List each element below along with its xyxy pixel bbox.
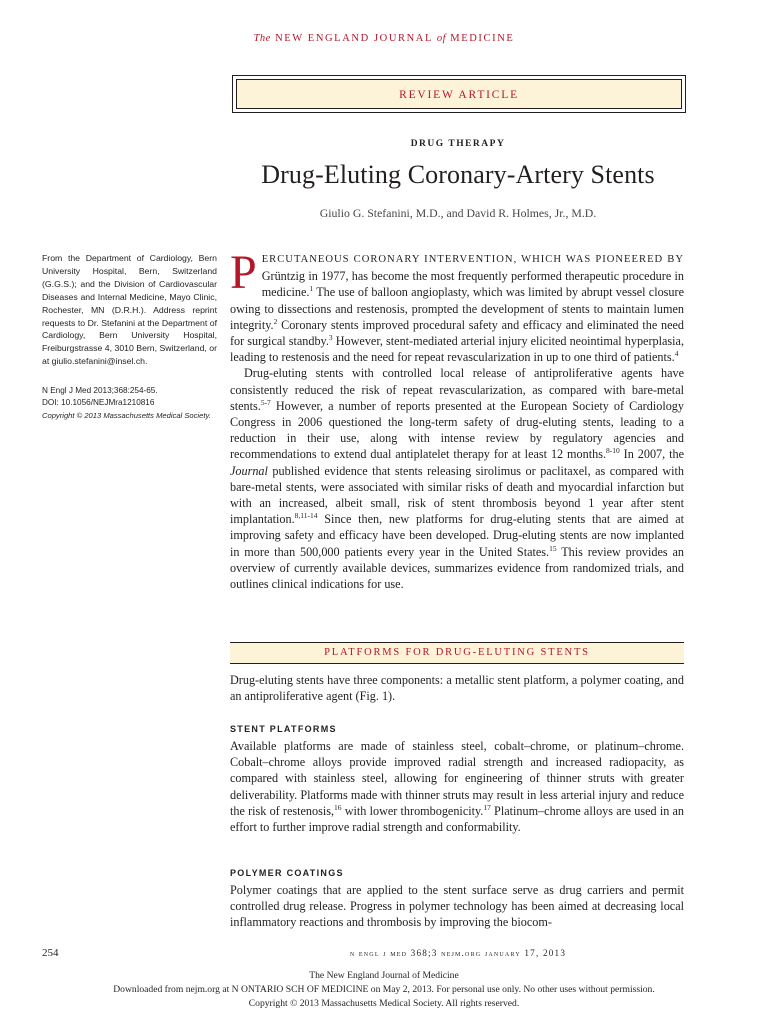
- download-copyright: Copyright © 2013 Massachusetts Medical Society. All rights reserved.: [248, 998, 520, 1009]
- doi: DOI: 10.1056/NEJMra1210816: [42, 398, 155, 408]
- footer-citation: n engl j med 368;3 nejm.org january 17, 2013: [349, 948, 567, 958]
- subheading-stent-platforms: STENT PLATFORMS: [230, 724, 337, 734]
- subheading-polymer-coatings: POLYMER COATINGS: [230, 868, 344, 878]
- running-head-end: MEDICINE: [450, 33, 515, 44]
- journal-citation: N Engl J Med 2013;368:254-65.: [42, 386, 158, 395]
- intro-text: [230, 246, 684, 592]
- running-head-prefix: The: [253, 33, 271, 44]
- download-journal-line: The New England Journal of Medicine: [309, 970, 459, 981]
- page-number: 254: [42, 947, 59, 959]
- section-intro-paragraph: Drug-eluting stents have three components: a metallic stent platform, a polymer coating, and an antiproliferative agent (Fig. 1).: [230, 673, 684, 704]
- intro-paragraph-2: Drug-eluting stents with controlled local release of antiproliferative agents have consistently reduced the risk of repeat revascularization, as compared with bare-metal stents.$^{5-7}$ However, a number of reports presented at the European Society of Cardiology Congress in 2006 questioned the long-term safety of drug-eluting stents, leading to a reduction in their use, along with intense review by regulatory agencies and recommendations to extend dual antiplatelet therapy for at least 12 months.$^{8-10}$ In 2007, the Journal published evidence that stents releasing sirolimus or paclitaxel, as compared with bare-metal stents, were associated with similar risks of death and myocardial infarction but with an increased, albeit small, risk of stent thrombosis beyond 1 year after stent implantation.$^{8,11-14}$ Since then, new platforms for drug-eluting stents that are aimed at improving safety and efficacy have been developed. Drug-eluting stents are now implanted in more than 500,000 patients every year in the United States.$^{15}$ This review provides an overview of currently available devices, summarizes evidence from randomized trials, and outlines clinical indications for use.: [230, 366, 684, 592]
- download-notice: Downloaded from nejm.org at N ONTARIO SCH OF MEDICINE on May 2, 2013. For personal use only. No other uses without permission.: [113, 984, 655, 995]
- author-affiliation: From the Department of Cardiology, Bern University Hospital, Bern, Switzerland (G.G.S.); and the Division of Cardiovascular Diseases and Internal Medicine, Mayo Clinic, Rochester, MN (D.R.H.). Address reprint requests to Dr. Stefanini at the Department of Cardiology, Bern University Hospital, Freiburgstrasse 4, 3010 Bern, Switzerland, or at giulio.stefanini@insel.ch.: [42, 253, 217, 367]
- article-kicker: DRUG THERAPY: [410, 139, 506, 149]
- polymer-coatings-paragraph: Polymer coatings that are applied to the stent surface serve as drug carriers and permit controlled drug release. Progress in polymer technology has been aimed at decreasing local inflammatory reactions and thrombosis by improving the biocom-: [230, 883, 684, 930]
- article-type-box: [232, 75, 686, 113]
- running-head-main: NEW ENGLAND JOURNAL: [275, 33, 433, 44]
- stent-platforms-paragraph: Available platforms are made of stainless steel, cobalt–chrome, or platinum–chrome. Cobalt–chrome alloys provide improved radial strength and increased radiopacity, as compared with stainless steel, allowing for engineering of thinner struts with greater deliverability. Platforms made with thinner struts may result in less arterial injury and reduce the risk of restenosis,$^{16}$ with lower thrombogenicity.$^{17}$ Platinum–chrome alloys are used in an effort to further improve radial strength and conformability.: [230, 739, 685, 835]
- article-title: Drug-Eluting Coronary-Artery Stents: [261, 160, 655, 189]
- running-head-of: of: [436, 33, 447, 44]
- running-head: [0, 33, 768, 44]
- article-metadata: [42, 385, 217, 422]
- copyright-notice: Copyright © 2013 Massachusetts Medical Society.: [42, 410, 211, 420]
- article-authors: Giulio G. Stefanini, M.D., and David R. Holmes, Jr., M.D.: [319, 206, 597, 220]
- article-type-label: REVIEW ARTICLE: [236, 79, 682, 109]
- section-heading: PLATFORMS FOR DRUG-ELUTING STENTS: [230, 642, 684, 664]
- intro-paragraph-1: PERCUTANEOUS CORONARY INTERVENTION, WHICH WAS PIONEERED BY Grüntzig in 1977, has become the most frequently performed therapeutic procedure in medicine.$^1$ The use of balloon angioplasty, which was limited by abrupt vessel closure owing to dissections and restenosis, prompted the development of stents to maintain lumen integrity.$^2$ Coronary stents improved procedural safety and efficacy and eliminated the need for surgical standby.$^3$ However, stent-mediated arterial injury elicited neointimal hyperplasia, leading to restenosis and the need for repeat revascularization in up to one third of patients.$^4$: [230, 246, 684, 365]
- drop-cap: P: [230, 246, 257, 299]
